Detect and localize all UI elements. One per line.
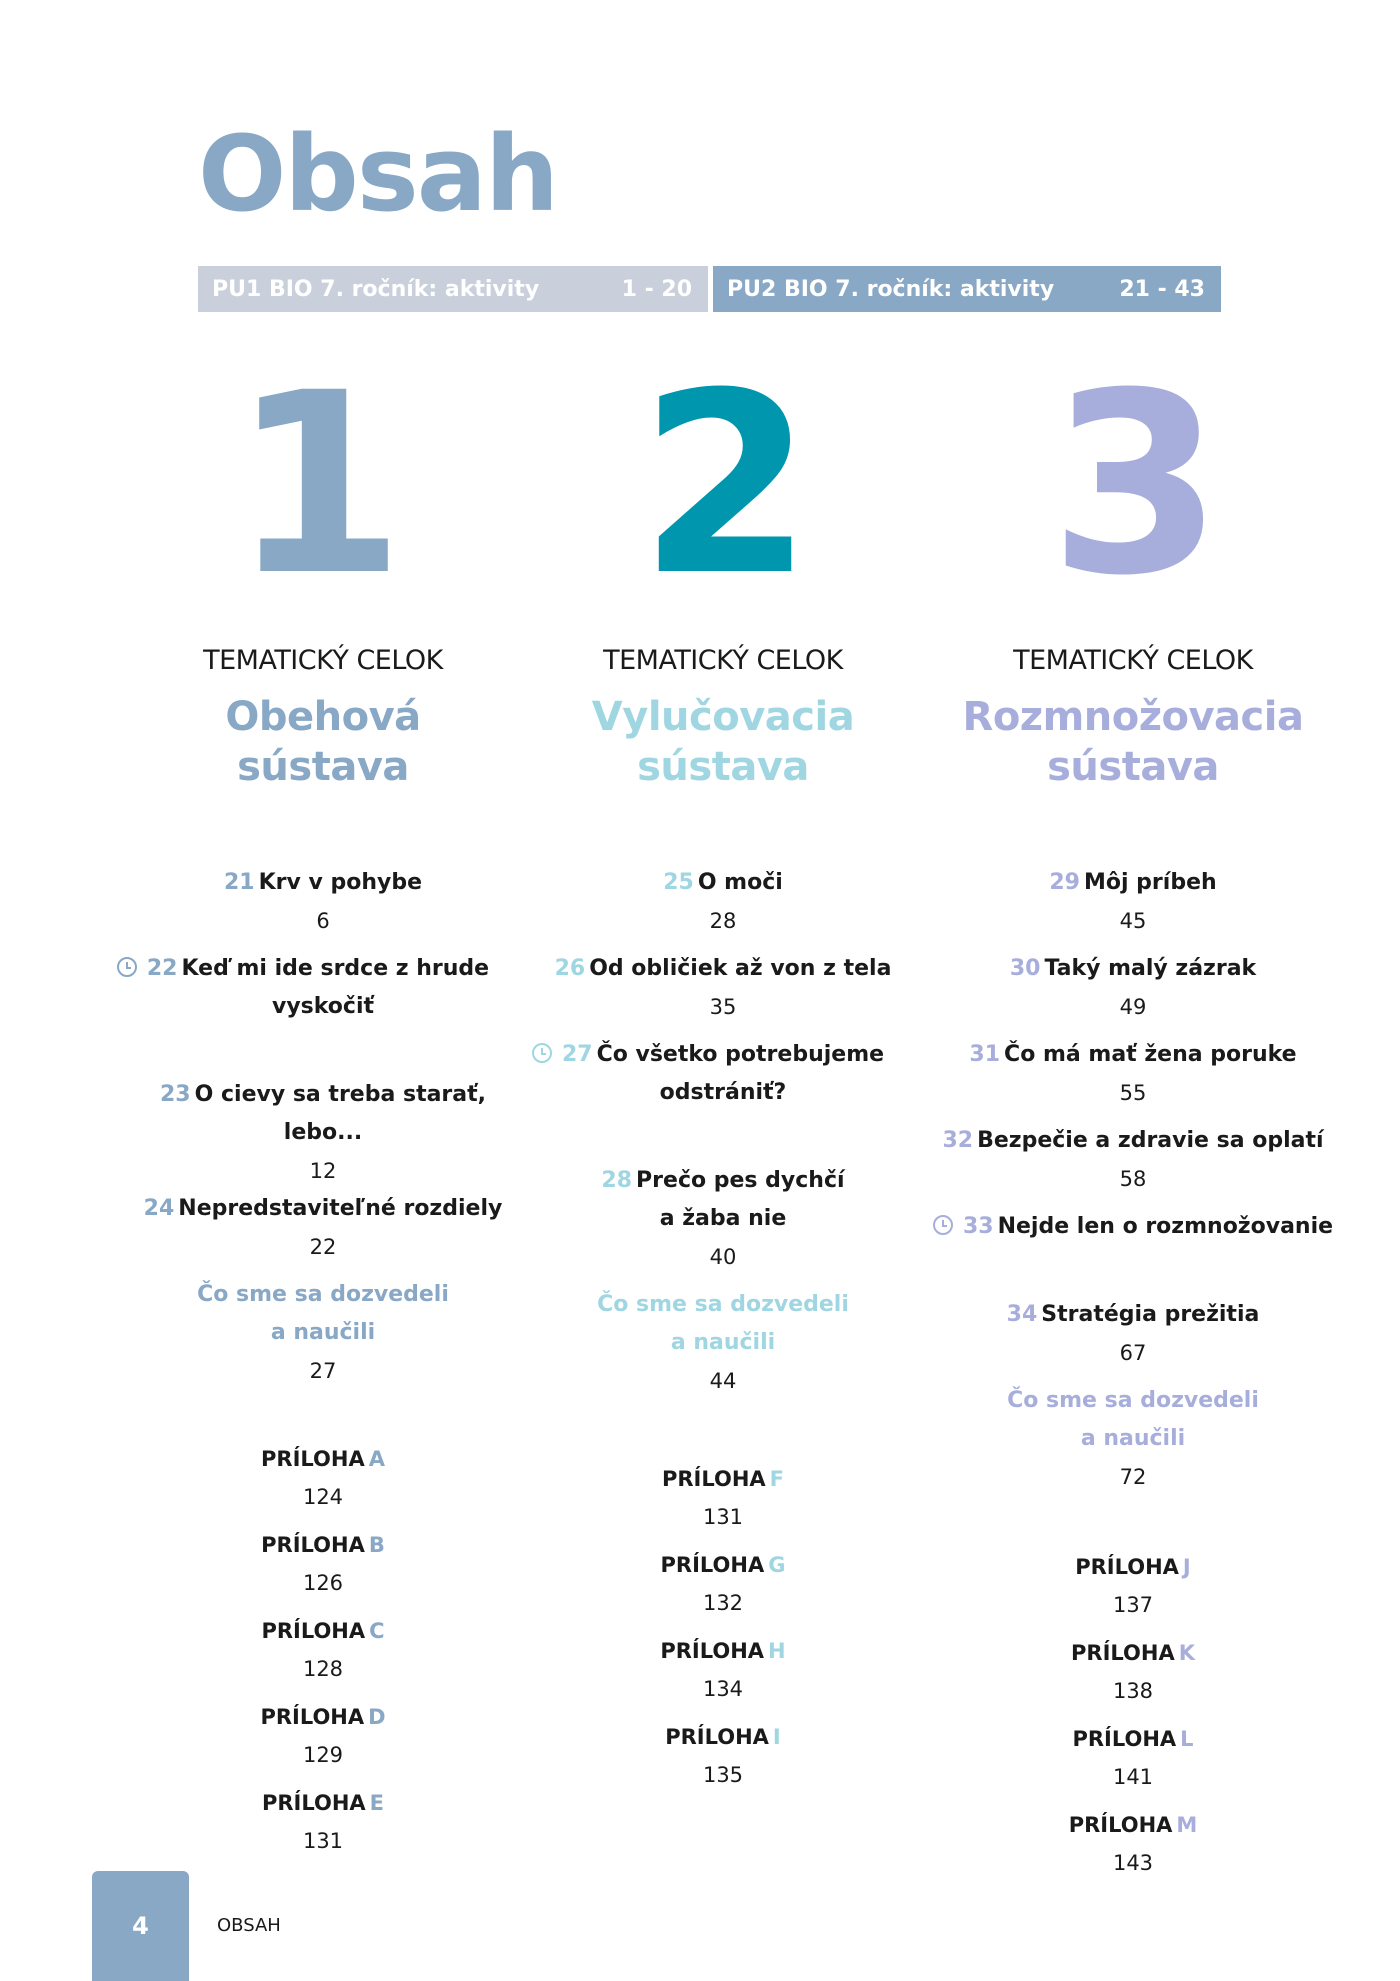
unit-3-contents [923, 864, 1343, 1882]
toc-entry[interactable] [513, 1036, 933, 1112]
appendix-entry[interactable] [113, 1440, 533, 1516]
entry-page: 67 [1119, 1341, 1147, 1365]
appendix-entry[interactable] [513, 1460, 933, 1536]
appendix-word: PRÍLOHA [1068, 1813, 1173, 1837]
toc-entry[interactable] [923, 864, 1343, 940]
toc-entry[interactable] [513, 864, 933, 940]
textbook-part-1-bar [198, 266, 708, 312]
toc-entry[interactable] [923, 1296, 1343, 1372]
appendix-page: 131 [702, 1505, 744, 1529]
entry-page: 55 [1119, 1081, 1147, 1105]
appendix-letter: A [368, 1447, 385, 1471]
entry-page: 28 [709, 909, 737, 933]
entry-title-continued: a žaba nie [659, 1206, 787, 1231]
appendix-word: PRÍLOHA [660, 1639, 765, 1663]
appendix-page: 135 [702, 1763, 744, 1787]
summary-entry[interactable] [923, 1382, 1343, 1496]
entry-title-continued: vyskočiť [271, 994, 375, 1019]
entry-title: Môj príbeh [1083, 870, 1217, 895]
unit-2-header [523, 645, 923, 792]
appendix-entry[interactable] [113, 1526, 533, 1602]
entry-title: Keď mi ide srdce z hrude [181, 956, 490, 981]
unit-3-number: 3 [1049, 339, 1217, 630]
entry-number: 21 [223, 870, 255, 895]
appendix-letter: J [1182, 1555, 1191, 1579]
summary-page: 72 [1119, 1465, 1147, 1489]
appendix-page: 126 [302, 1571, 344, 1595]
entry-number: 28 [601, 1168, 633, 1193]
appendix-word: PRÍLOHA [660, 1553, 765, 1577]
toc-entry[interactable] [513, 1162, 933, 1276]
appendix-entry[interactable] [923, 1634, 1343, 1710]
appendix-entry[interactable] [513, 1546, 933, 1622]
unit-name-line: sústava [637, 744, 809, 790]
summary-title-continued: a naučili [1080, 1426, 1186, 1451]
summary-title-continued: a naučili [270, 1320, 376, 1345]
appendix-page: 137 [1112, 1593, 1154, 1617]
appendix-word: PRÍLOHA [661, 1467, 766, 1491]
toc-entry[interactable] [923, 1122, 1343, 1198]
unit-name-line: Vylučovacia [591, 694, 855, 740]
unit-3-name [933, 692, 1333, 792]
appendix-letter: G [768, 1553, 786, 1577]
entry-title: Bezpečie a zdravie sa oplatí [977, 1128, 1324, 1153]
appendix-page: 129 [302, 1743, 344, 1767]
entry-title: O cievy sa treba starať, [194, 1082, 486, 1107]
appendix-entry[interactable] [923, 1720, 1343, 1796]
unit-2-contents [513, 864, 933, 1794]
summary-entry[interactable] [113, 1276, 533, 1390]
appendix-page: 128 [302, 1657, 344, 1681]
appendix-word: PRÍLOHA [261, 1791, 366, 1815]
part-2-label: PU2 BIO 7. ročník: aktivity [727, 276, 1055, 302]
entry-title: Čo všetko potrebujeme [596, 1042, 885, 1067]
toc-entry[interactable] [923, 950, 1343, 1026]
appendix-letter: C [369, 1619, 385, 1643]
entry-number: 24 [143, 1196, 175, 1221]
appendix-word: PRÍLOHA [261, 1533, 365, 1557]
appendix-page: 134 [702, 1677, 744, 1701]
summary-title-continued: a naučili [670, 1330, 776, 1355]
toc-entry[interactable] [113, 864, 533, 940]
appendix-entry[interactable] [923, 1806, 1343, 1882]
appendix-letter: L [1180, 1727, 1194, 1751]
unit-2-number: 2 [639, 339, 807, 630]
appendix-word: PRÍLOHA [1075, 1555, 1179, 1579]
clock-icon [117, 957, 137, 977]
unit-kicker: TEMATICKÝ CELOK [603, 645, 843, 676]
clock-icon [532, 1043, 552, 1063]
appendix-entry[interactable] [113, 1698, 533, 1774]
unit-1-number: 1 [231, 339, 399, 630]
entry-number: 29 [1049, 870, 1080, 895]
appendix-letter: E [369, 1791, 385, 1815]
appendix-word: PRÍLOHA [260, 1705, 365, 1729]
toc-entry[interactable] [113, 950, 533, 1026]
appendix-letter: M [1176, 1813, 1198, 1837]
entry-number: 31 [969, 1042, 1001, 1067]
appendix-entry[interactable] [513, 1718, 933, 1794]
appendix-word: PRÍLOHA [261, 1619, 366, 1643]
appendix-page: 131 [302, 1829, 344, 1853]
clock-icon [933, 1215, 953, 1235]
entry-title: Krv v pohybe [258, 870, 423, 895]
summary-page: 27 [309, 1359, 337, 1383]
entry-page: 49 [1119, 995, 1147, 1019]
entry-number: 27 [561, 1042, 593, 1067]
appendix-word: PRÍLOHA [665, 1725, 769, 1749]
part-1-label: PU1 BIO 7. ročník: aktivity [212, 276, 540, 302]
appendix-entry[interactable] [113, 1612, 533, 1688]
unit-name-line: Rozmnožovacia [962, 694, 1304, 740]
entry-title: Nejde len o rozmnožovanie [997, 1214, 1334, 1239]
part-2-range: 21 - 43 [1119, 276, 1205, 302]
entry-number: 32 [942, 1128, 974, 1153]
entry-number: 22 [146, 956, 178, 981]
appendix-page: 124 [302, 1485, 344, 1509]
appendix-word: PRÍLOHA [261, 1447, 365, 1471]
toc-entry[interactable] [923, 1208, 1343, 1246]
entry-title: O moči [697, 870, 783, 895]
entry-number: 23 [160, 1082, 191, 1107]
entry-title-continued: lebo... [283, 1120, 363, 1145]
entry-page: 6 [316, 909, 330, 933]
appendix-entry[interactable] [113, 1784, 533, 1860]
entry-title: Nepredstaviteľné rozdiely [178, 1196, 503, 1221]
appendix-page: 132 [702, 1591, 744, 1615]
appendix-page: 143 [1112, 1851, 1154, 1875]
entry-number: 30 [1009, 956, 1041, 981]
entry-number: 34 [1006, 1302, 1038, 1327]
summary-title: Čo sme sa dozvedeli [597, 1292, 849, 1317]
appendix-entry[interactable] [923, 1548, 1343, 1624]
unit-name-line: sústava [1047, 744, 1219, 790]
entry-number: 26 [554, 956, 586, 981]
summary-title: Čo sme sa dozvedeli [197, 1282, 449, 1307]
footer-section-label: OBSAH [217, 1915, 281, 1936]
appendix-letter: H [768, 1639, 786, 1663]
summary-entry[interactable] [513, 1286, 933, 1400]
summary-page: 44 [709, 1369, 737, 1393]
unit-1-name [123, 692, 523, 792]
unit-1-contents [113, 864, 533, 1860]
appendix-letter: I [772, 1725, 781, 1749]
summary-title: Čo sme sa dozvedeli [1007, 1388, 1259, 1413]
entry-number: 25 [663, 870, 694, 895]
page-number-tab [92, 1871, 189, 1981]
unit-name-line: Obehová [225, 694, 421, 740]
entry-title: Taký malý zázrak [1044, 956, 1257, 981]
unit-1-header [123, 645, 523, 792]
page-number: 4 [132, 1912, 149, 1940]
entry-page: 22 [309, 1235, 337, 1259]
appendix-entry[interactable] [513, 1632, 933, 1708]
entry-number: 33 [962, 1214, 994, 1239]
entry-title: Čo má mať žena poruke [1004, 1042, 1297, 1067]
toc-entry[interactable] [923, 1036, 1343, 1112]
entry-page: 12 [309, 1159, 337, 1183]
appendix-letter: B [368, 1533, 385, 1557]
appendix-letter: K [1178, 1641, 1195, 1665]
entry-title: Od obličiek až von z tela [589, 956, 892, 981]
unit-name-line: sústava [237, 744, 409, 790]
appendix-letter: F [769, 1467, 785, 1491]
appendix-page: 141 [1112, 1765, 1154, 1789]
textbook-part-2-bar [713, 266, 1221, 312]
toc-entry[interactable] [513, 950, 933, 1026]
entry-page: 45 [1119, 909, 1147, 933]
entry-page: 40 [709, 1245, 737, 1269]
toc-entry[interactable] [113, 1190, 533, 1266]
unit-3-header [933, 645, 1333, 792]
entry-title-continued: odstrániť? [659, 1080, 787, 1105]
unit-2-name [523, 692, 923, 792]
page-title: Obsah [198, 113, 557, 235]
entry-title: Stratégia prežitia [1041, 1302, 1260, 1327]
appendix-word: PRÍLOHA [1072, 1727, 1177, 1751]
appendix-word: PRÍLOHA [1071, 1641, 1175, 1665]
unit-kicker: TEMATICKÝ CELOK [1013, 645, 1253, 676]
entry-title: Prečo pes dychčí [636, 1168, 845, 1193]
entry-page: 58 [1119, 1167, 1147, 1191]
unit-kicker: TEMATICKÝ CELOK [203, 645, 443, 676]
part-1-range: 1 - 20 [621, 276, 692, 302]
entry-page: 35 [709, 995, 737, 1019]
appendix-letter: D [368, 1705, 386, 1729]
appendix-page: 138 [1112, 1679, 1154, 1703]
toc-entry[interactable] [113, 1076, 533, 1190]
